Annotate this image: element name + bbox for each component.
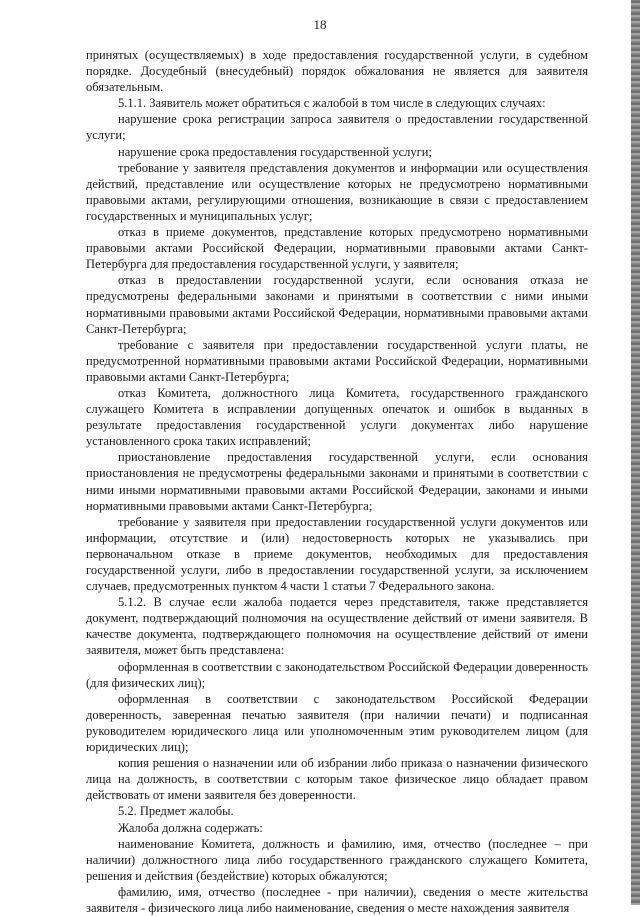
paragraph: отказ в приеме документов, представление которых предусмотрено нормативными правовыми актами Российской Федерации, нормативными правовыми актами Санкт-Петербурга для предоставления государственной услуги, у заявителя; bbox=[86, 225, 588, 272]
paragraph: нарушение срока регистрации запроса заявителя о предоставлении государственной услуги; bbox=[86, 112, 588, 143]
paragraph: нарушение срока предоставления государственной услуги; bbox=[118, 144, 432, 159]
paragraph: 5.2. Предмет жалобы. bbox=[118, 804, 234, 819]
page-number: 18 bbox=[313, 17, 327, 32]
paragraph: 5.1.2. В случае если жалоба подается через представителя, также представляется документ, подтверждающий полномочия на осуществление действий от имени заявителя. В качестве документа, подтверждающего полномочия на осуществление действий от имени заявителя, может быть представлена: bbox=[86, 595, 588, 658]
document-body bbox=[86, 47, 588, 916]
paragraph: оформленная в соответствии с законодательством Российской Федерации доверенность (для физических лиц); bbox=[86, 659, 588, 690]
paragraph: оформленная в соответствии с законодательством Российской Федерации доверенность, заверенная печатью заявителя (при наличии печати) и подписанная руководителем юридического лица или уполномоченным этим руководителем лицом (для юридических лиц); bbox=[86, 691, 588, 755]
paragraph: 5.1.1. Заявитель может обратиться с жалобой в том числе в следующих случаях: bbox=[118, 96, 546, 111]
paragraph: требование с заявителя при предоставлении государственной услуги платы, не предусмотренной нормативными правовыми актами Российской Федерации, нормативными правовыми актами Санкт-Петербурга; bbox=[86, 337, 588, 384]
paragraph: отказ в предоставлении государственной услуги, если основания отказа не предусмотрены федеральными законами и принятыми в соответствии с ними иными нормативными правовыми актами Российской Федерации, нормативными правовыми актами Санкт-Петербурга; bbox=[86, 273, 588, 336]
paragraph: требование у заявителя представления документов и информации или осуществления действий, представление или осуществление которых не предусмотрено нормативными правовыми актами, регулирующими отношения, возникающие в связи с предоставлением государственных и муниципальных услуг; bbox=[86, 160, 588, 223]
paragraph: отказ Комитета, должностного лица Комитета, государственного гражданского служащего Комитета в исправлении допущенных опечаток и ошибок в выданных в результате предоставления государственной услуги документах либо нарушение установленного срока таких исправлений; bbox=[86, 385, 588, 449]
paragraph: требование у заявителя при предоставлении государственной услуги документов или информации, отсутствие и (или) недостоверность которых не указывались при первоначальном отказе в приеме документов, необходимых для предоставления государственной услуги, либо в предоставлении государственной услуги, за исключением случаев, предусмотренных пунктом 4 части 1 статьи 7 Федерального закона. bbox=[86, 514, 588, 594]
paragraph: наименование Комитета, должность и фамилию, имя, отчество (последнее – при наличии) должностного лица либо государственного гражданского служащего Комитета, решения и действия (бездействие) которых обжалуются; bbox=[86, 836, 588, 883]
paragraph: копия решения о назначении или об избрании либо приказа о назначении физического лица на должность, в соответствии с которым такое физическое лицо обладает правом действовать от имени заявителя без доверенности. bbox=[86, 756, 588, 803]
paragraph: фамилию, имя, отчество (последнее - при наличии), сведения о месте жительства заявителя - физического лица либо наименование, сведения о месте нахождения заявителя bbox=[86, 884, 588, 915]
paragraph: Жалоба должна содержать: bbox=[118, 820, 263, 835]
scan-edge-shadow bbox=[631, 0, 640, 905]
paragraph: приостановление предоставления государственной услуги, если основания приостановления не предусмотрены федеральными законами и принятыми в соответствии с ними иными нормативными правовыми актами Российской Федерации, законами и иными нормативными правовыми актами Санкт-Петербурга; bbox=[86, 450, 588, 513]
paragraph: принятых (осуществляемых) в ходе предоставления государственной услуги, в судебном порядке. Досудебный (внесудебный) порядок обжалования не является для заявителя обязательным. bbox=[86, 48, 588, 95]
